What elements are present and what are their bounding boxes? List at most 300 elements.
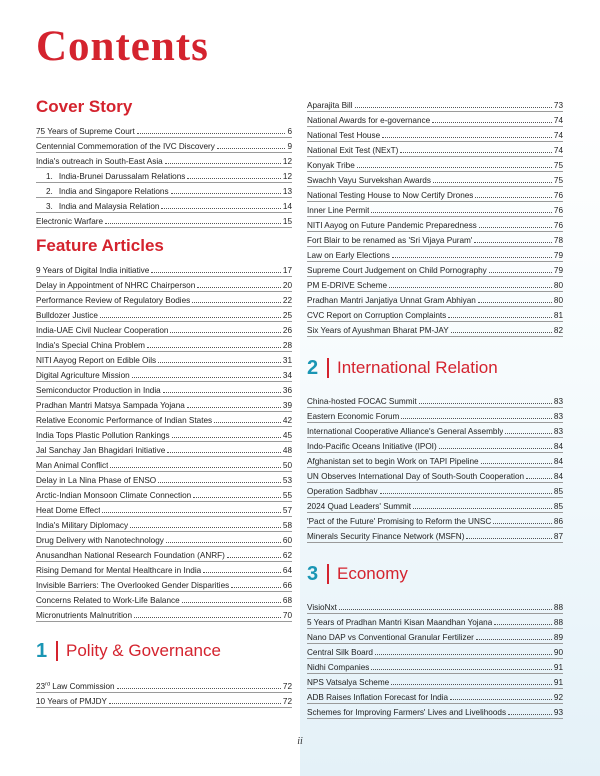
toc-entry-text: India-Brunei Darussalam Relations (58, 172, 186, 181)
toc-entry-text: Concerns Related to Work-Life Balance (36, 596, 180, 605)
toc-entry[interactable] (36, 427, 292, 442)
toc-entry[interactable] (307, 513, 563, 528)
toc-entry-page: 34 (282, 371, 292, 380)
toc-entry-title (36, 596, 180, 606)
toc-entry-page: 62 (282, 551, 292, 560)
toc-entry-page: 53 (282, 476, 292, 485)
dot-leader (450, 691, 552, 700)
toc-entry-text: Konyak Tribe (307, 161, 355, 170)
section-number: 2 (307, 356, 319, 379)
toc-entry-text: Inner Line Permit (307, 206, 370, 215)
toc-entry-page: 45 (282, 431, 292, 440)
dot-leader (494, 616, 552, 625)
toc-entry-text: Micronutrients Malnutrition (36, 611, 133, 620)
toc-entry[interactable] (307, 438, 563, 453)
toc-entry[interactable] (307, 97, 563, 112)
toc-entry-title (307, 472, 524, 482)
toc-entry-title (307, 663, 369, 673)
toc-entry-page: 90 (553, 648, 563, 657)
toc-entry-page: 66 (282, 581, 292, 590)
toc-entry[interactable] (307, 689, 563, 704)
dot-leader (389, 279, 552, 288)
dot-leader (433, 174, 552, 183)
toc-entry-page: 6 (287, 127, 292, 136)
toc-entry-title (36, 311, 98, 321)
toc-entry-title (36, 296, 190, 306)
dot-leader (134, 609, 281, 618)
toc-entry-title (307, 221, 477, 231)
dot-leader (182, 594, 281, 603)
dot-leader (151, 264, 281, 273)
section-header-economy (307, 561, 563, 587)
toc-entry-page: 80 (553, 281, 563, 290)
toc-entry[interactable] (36, 412, 292, 427)
toc-entry-text: 23 (36, 682, 46, 691)
dot-leader (105, 215, 281, 224)
toc-entry-title (307, 311, 446, 321)
toc-entry[interactable] (307, 468, 563, 483)
toc-entry[interactable] (307, 307, 563, 322)
toc-entry-text: Fort Blair to be renamed as 'Sri Vijaya Puram' (307, 236, 473, 245)
toc-entry-title (307, 397, 417, 407)
toc-entry[interactable] (307, 528, 563, 543)
dot-leader (451, 324, 552, 333)
toc-entry-text: Man Animal Conflict (36, 461, 109, 470)
toc-entry-title (36, 281, 195, 291)
toc-entry[interactable] (36, 123, 292, 138)
toc-list-polity-continued (307, 97, 563, 337)
toc-entry-page: 39 (282, 401, 292, 410)
toc-entry[interactable] (36, 213, 292, 228)
toc-entry-text: Heat Dome Effect (36, 506, 101, 515)
toc-entry-title (46, 187, 169, 197)
toc-entry-page: 83 (553, 427, 563, 436)
toc-entry-title (307, 191, 473, 201)
dot-leader (158, 474, 281, 483)
toc-entry-text: Indo-Pacific Oceans Initiative (IPOI) (307, 442, 437, 451)
dot-leader (117, 680, 281, 689)
dot-leader (167, 444, 281, 453)
toc-entry-page: 74 (553, 146, 563, 155)
toc-list-feature-articles (36, 262, 292, 622)
toc-list-cover-story (36, 123, 292, 228)
toc-entry-page: 84 (553, 442, 563, 451)
dot-leader (439, 440, 552, 449)
toc-entry-page: 83 (553, 412, 563, 421)
dot-leader (391, 676, 552, 685)
dot-leader (413, 500, 552, 509)
dot-leader (147, 339, 281, 348)
toc-entry-title (307, 427, 503, 437)
toc-entry-text: Delay in Appointment of NHRC Chairperson (36, 281, 196, 290)
toc-entry-text: Six Years of Ayushman Bharat PM-JAY (307, 326, 449, 335)
toc-entry[interactable] (307, 232, 563, 247)
toc-entry-text: National Awards for e-governance (307, 116, 431, 125)
section-divider (327, 564, 329, 584)
dot-leader (192, 294, 281, 303)
toc-entry-text: Invisible Barriers: The Overlooked Gender Disparities (36, 581, 230, 590)
toc-entry[interactable] (36, 487, 292, 502)
toc-entry-text: Arctic-Indian Monsoon Climate Connection (36, 491, 192, 500)
toc-entry-title (307, 146, 398, 156)
toc-entry[interactable] (36, 153, 292, 168)
toc-entry-title (307, 236, 472, 246)
toc-entry-title (307, 296, 476, 306)
toc-entry[interactable] (307, 292, 563, 307)
section-heading-international: International Relation (337, 358, 498, 377)
toc-entry-page: 12 (282, 157, 292, 166)
toc-entry[interactable] (307, 614, 563, 629)
toc-entry-title (307, 206, 369, 216)
toc-entry-page: 80 (553, 296, 563, 305)
toc-entry-page: 13 (282, 187, 292, 196)
toc-entry[interactable] (307, 142, 563, 157)
toc-entry[interactable] (36, 262, 292, 277)
toc-entry-text: ADB Raises Inflation Forecast for India (307, 693, 449, 702)
section-number: 1 (36, 639, 48, 662)
toc-entry[interactable] (307, 423, 563, 438)
toc-entry-title (36, 371, 130, 381)
dot-leader (476, 631, 552, 640)
toc-entry[interactable] (307, 704, 563, 719)
toc-entry-text: PM E-DRIVE Scheme (307, 281, 388, 290)
dot-leader (197, 279, 281, 288)
dot-leader (474, 234, 551, 243)
dot-leader (493, 515, 552, 524)
toc-entry-text: 'Pact of the Future' Promising to Reform the UNSC (307, 517, 492, 526)
toc-entry[interactable] (36, 367, 292, 382)
toc-entry[interactable] (36, 517, 292, 532)
dot-leader (171, 185, 281, 194)
toc-entry-page: 9 (287, 142, 292, 151)
toc-entry[interactable] (307, 674, 563, 689)
toc-entry-page: 73 (553, 101, 563, 110)
dot-leader (355, 99, 552, 108)
toc-entry-title (307, 326, 449, 336)
toc-entry[interactable] (36, 183, 292, 198)
toc-entry[interactable] (36, 277, 292, 292)
dot-leader (163, 384, 281, 393)
section-header-international (307, 355, 563, 381)
toc-entry[interactable] (36, 502, 292, 517)
toc-entry-text: 2024 Quad Leaders' Summit (307, 502, 411, 511)
toc-entry-page: 76 (553, 191, 563, 200)
dot-leader (401, 410, 552, 419)
toc-entry[interactable] (36, 442, 292, 457)
toc-entry-text: Semiconductor Production in India (36, 386, 161, 395)
section-header-polity (36, 638, 292, 664)
toc-entry-page: 78 (553, 236, 563, 245)
dot-leader (100, 309, 281, 318)
toc-entry-text: CVC Report on Corruption Complaints (307, 311, 447, 320)
toc-entry-text: Anusandhan National Research Foundation (ANRF) (36, 551, 225, 560)
toc-entry-text: Centennial Commemoration of the IVC Discovery (36, 142, 215, 151)
toc-entry-title (36, 682, 115, 692)
toc-entry-page: 83 (553, 397, 563, 406)
dot-leader (382, 129, 552, 138)
toc-entry[interactable] (307, 498, 563, 513)
toc-entry[interactable] (307, 629, 563, 644)
toc-entry-title (36, 476, 156, 486)
dot-leader (203, 564, 281, 573)
toc-entry-page: 75 (553, 176, 563, 185)
toc-entry-title (307, 161, 355, 171)
toc-entry-page: 91 (553, 678, 563, 687)
toc-entry-page: 88 (553, 618, 563, 627)
toc-entry[interactable] (307, 453, 563, 468)
toc-entry-page: 15 (282, 217, 292, 226)
toc-entry[interactable] (36, 138, 292, 153)
section-heading-cover-story: Cover Story (36, 97, 133, 116)
toc-entry-title (36, 581, 229, 591)
toc-entry-title (36, 566, 201, 576)
toc-entry-page: 22 (282, 296, 292, 305)
toc-entry-page: 74 (553, 116, 563, 125)
toc-entry-text: Nidhi Companies (307, 663, 370, 672)
toc-entry-title (36, 266, 149, 276)
section-heading-polity: Polity & Governance (66, 641, 221, 660)
toc-entry[interactable] (36, 352, 292, 367)
dot-leader (214, 414, 281, 423)
toc-entry-text: International Cooperative Alliance's General Assembly (307, 427, 504, 436)
toc-entry-text: India's Military Diplomacy (36, 521, 129, 530)
dot-leader (130, 519, 281, 528)
toc-entry[interactable] (36, 307, 292, 322)
toc-entry-text: NITI Aayog Report on Edible Oils (36, 356, 157, 365)
toc-entry-page: 81 (553, 311, 563, 320)
dot-leader (508, 706, 552, 715)
toc-entry[interactable] (307, 322, 563, 337)
toc-entry-text: Minerals Security Finance Network (MSFN) (307, 532, 465, 541)
toc-entry-title (36, 341, 145, 351)
toc-entry-title (307, 532, 464, 542)
toc-entry-page: 91 (553, 663, 563, 672)
toc-entry[interactable] (36, 397, 292, 412)
toc-entry-text: India and Malaysia Relation (58, 202, 160, 211)
toc-entry-page: 89 (553, 633, 563, 642)
dot-leader (371, 661, 552, 670)
toc-entry-title (307, 131, 380, 141)
toc-entry-page: 36 (282, 386, 292, 395)
dot-leader (187, 399, 281, 408)
dot-leader (132, 369, 281, 378)
toc-entry-text: Delay in La Nina Phase of ENSO (36, 476, 157, 485)
toc-entry-text: Law on Early Elections (307, 251, 390, 260)
toc-entry[interactable] (36, 532, 292, 547)
toc-entry-text: Digital Agriculture Mission (36, 371, 130, 380)
toc-entry-text: National Exit Test (NExT) (307, 146, 399, 155)
toc-entry[interactable] (307, 483, 563, 498)
toc-entry-title (36, 536, 164, 546)
dot-leader (165, 155, 281, 164)
toc-entry-page: 31 (282, 356, 292, 365)
page-number: ii (297, 736, 303, 747)
toc-entry-text: Drug Delivery with Nanotechnology (36, 536, 164, 545)
toc-list-polity (36, 678, 292, 708)
toc-entry-page: 64 (282, 566, 292, 575)
dot-leader (161, 200, 280, 209)
toc-entry-text: Schemes for Improving Farmers' Lives and Livelihoods (307, 708, 507, 717)
toc-entry-text: Afghanistan set to begin Work on TAPI Pipeline (307, 457, 479, 466)
page-title: Contents (36, 23, 209, 70)
toc-entry-text: Bulldozer Justice (36, 311, 98, 320)
toc-entry-text: India-UAE Civil Nuclear Cooperation (36, 326, 169, 335)
dot-leader (475, 189, 551, 198)
dot-leader (172, 429, 281, 438)
toc-entry[interactable] (36, 592, 292, 607)
toc-entry-page: 72 (282, 682, 292, 691)
toc-entry-text: National Test House (307, 131, 381, 140)
toc-entry-title (36, 217, 103, 227)
toc-entry[interactable] (307, 644, 563, 659)
toc-entry[interactable] (307, 127, 563, 142)
toc-entry-title (307, 176, 431, 186)
toc-entry-title (36, 416, 212, 426)
toc-entry-page: 42 (282, 416, 292, 425)
toc-entry-page: 20 (282, 281, 292, 290)
dot-leader (137, 125, 286, 134)
toc-entry-title (36, 611, 132, 621)
toc-entry[interactable] (307, 187, 563, 202)
dot-leader (392, 249, 552, 258)
toc-entry-page: 85 (553, 502, 563, 511)
dot-leader (166, 534, 281, 543)
toc-entry-title (36, 551, 225, 561)
toc-entry-title (36, 127, 135, 137)
toc-entry-title (307, 251, 390, 261)
toc-entry-page: 93 (553, 708, 563, 717)
toc-entry[interactable] (307, 393, 563, 408)
toc-entry[interactable] (307, 277, 563, 292)
toc-entry-title (36, 431, 170, 441)
toc-entry-title (36, 142, 215, 152)
toc-entry-title (307, 678, 389, 688)
toc-entry-title (36, 326, 168, 336)
toc-entry[interactable] (36, 693, 292, 708)
toc-entry-title (307, 693, 448, 703)
toc-entry-title (307, 116, 430, 126)
toc-entry[interactable] (36, 337, 292, 352)
toc-entry[interactable] (307, 112, 563, 127)
toc-entry-page: 26 (282, 326, 292, 335)
dot-leader (170, 324, 280, 333)
toc-entry-text: Electronic Warfare (36, 217, 104, 226)
toc-entry-page: 88 (553, 603, 563, 612)
toc-entry[interactable] (36, 322, 292, 337)
toc-entry-text: India and Singapore Relations (58, 187, 169, 196)
toc-entry-text: Central Silk Board (307, 648, 373, 657)
dot-leader (400, 144, 552, 153)
toc-entry[interactable] (36, 678, 292, 693)
section-divider (56, 641, 58, 661)
toc-entry-title (307, 633, 474, 643)
toc-entry[interactable] (307, 202, 563, 217)
section-heading-economy: Economy (337, 564, 408, 583)
dot-leader (466, 530, 551, 539)
toc-entry-text: NPS Vatsalya Scheme (307, 678, 390, 687)
toc-entry-text: Operation Sadbhav (307, 487, 378, 496)
toc-entry[interactable] (307, 157, 563, 172)
toc-entry-title (307, 502, 411, 512)
toc-entry-text: 9 Years of Digital India initiative (36, 266, 150, 275)
toc-entry-title (36, 697, 107, 707)
toc-entry-page: 60 (282, 536, 292, 545)
toc-entry-page: 79 (553, 266, 563, 275)
dot-leader (227, 549, 281, 558)
dot-leader (109, 695, 281, 704)
toc-entry-title (307, 708, 506, 718)
toc-entry-text: Pradhan Mantri Janjatiya Unnat Gram Abhiyan (307, 296, 476, 305)
toc-entry-title (307, 442, 437, 452)
dot-leader (110, 459, 281, 468)
dot-leader (158, 354, 281, 363)
toc-entry-title (307, 487, 378, 497)
toc-entry-title (36, 157, 163, 167)
toc-entry-text: Pradhan Mantri Matsya Sampada Yojana (36, 401, 185, 410)
toc-entry-page: 28 (282, 341, 292, 350)
toc-entry[interactable] (307, 247, 563, 262)
toc-entry[interactable] (36, 382, 292, 397)
toc-entry[interactable] (307, 659, 563, 674)
toc-entry-page: 68 (282, 596, 292, 605)
toc-entry-number: 3. (46, 202, 53, 211)
toc-entry[interactable] (36, 472, 292, 487)
toc-entry[interactable] (36, 292, 292, 307)
toc-entry[interactable] (36, 547, 292, 562)
toc-entry-text: National Testing House to Now Certify Drones (307, 191, 474, 200)
toc-entry[interactable] (36, 607, 292, 622)
dot-leader (526, 470, 552, 479)
toc-entry[interactable] (307, 172, 563, 187)
toc-entry[interactable] (36, 457, 292, 472)
toc-entry-title (307, 412, 399, 422)
toc-entry-text: VisioNxt (307, 603, 337, 612)
toc-entry-page: 50 (282, 461, 292, 470)
toc-entry-title (307, 618, 492, 628)
dot-leader (193, 489, 281, 498)
toc-entry-title (36, 491, 191, 501)
dot-leader (481, 455, 552, 464)
toc-entry[interactable] (36, 562, 292, 577)
left-column (36, 97, 292, 708)
toc-entry-text: 5 Years of Pradhan Mantri Kisan Maandhan Yojana (307, 618, 493, 627)
toc-entry[interactable] (36, 577, 292, 592)
toc-entry[interactable] (307, 262, 563, 277)
toc-entry-page: 79 (553, 251, 563, 260)
toc-entry-superscript: rd (45, 682, 50, 688)
toc-entry[interactable] (307, 408, 563, 423)
toc-entry-title (46, 172, 185, 182)
dot-leader (231, 579, 281, 588)
dot-leader (187, 170, 281, 179)
toc-entry-page: 84 (553, 472, 563, 481)
toc-entry-title (36, 521, 128, 531)
toc-entry-page: 70 (282, 611, 292, 620)
toc-entry-title (36, 461, 108, 471)
toc-entry[interactable] (307, 599, 563, 614)
toc-entry[interactable] (36, 168, 292, 183)
dot-leader (432, 114, 552, 123)
toc-entry-page: 92 (553, 693, 563, 702)
toc-entry-text: Supreme Court Judgement on Child Pornography (307, 266, 487, 275)
toc-entry-text: India's outreach in South-East Asia (36, 157, 163, 166)
toc-entry[interactable] (307, 217, 563, 232)
toc-entry-text: Aparajita Bill (307, 101, 353, 110)
toc-entry-text: Performance Review of Regulatory Bodies (36, 296, 191, 305)
toc-entry[interactable] (36, 198, 292, 213)
toc-entry-page: 75 (553, 161, 563, 170)
toc-entry-title (307, 457, 479, 467)
